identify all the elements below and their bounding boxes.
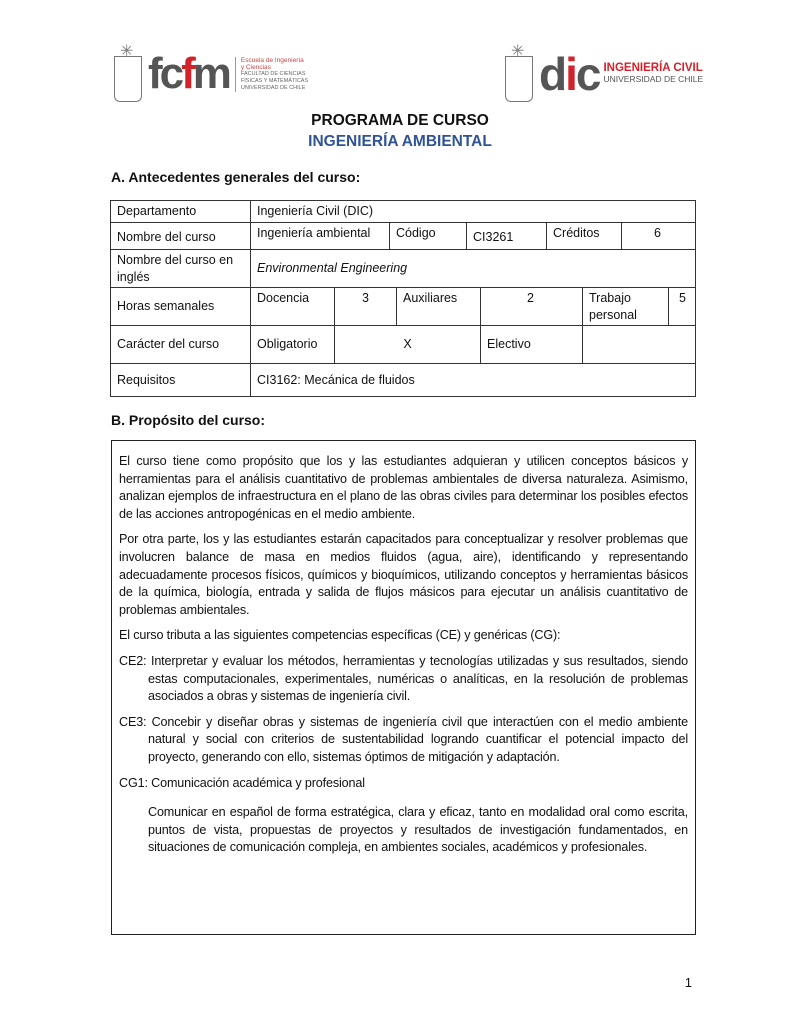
section-b-heading: B. Propósito del curso: bbox=[111, 412, 266, 428]
competency-ce3: CE3: Concebir y diseñar obras y sistemas de ingeniería civil que interactúen con el medio ambiente natural y social con criterios de sustentabilidad logrando cuantificar el potencial impacto del proyecto, generando con ello, sistemas óptimos de mitigación y adaptación. bbox=[119, 714, 688, 764]
label-codigo: Código bbox=[389, 222, 467, 250]
label-electivo: Electivo bbox=[480, 325, 583, 364]
label-creditos: Créditos bbox=[546, 222, 622, 250]
competencies-intro: El curso tributa a las siguientes competencias específicas (CE) y genéricas (CG): bbox=[119, 628, 561, 643]
label-horas: Horas semanales bbox=[110, 287, 251, 326]
value-electivo bbox=[582, 325, 696, 364]
label-caracter: Carácter del curso bbox=[110, 325, 251, 364]
purpose-paragraph: El curso tiene como propósito que los y las estudiantes adquieran y utilicen conceptos básicos y herramientas para el análisis cuantitativo de problemas ambientales de diversa naturaleza. Asimismo, analizan ejemplos de infraestructura en el plano de las obras civiles para determinar los posibles efectos de las acciones antropogénicas en el medio ambiente. bbox=[119, 454, 688, 521]
label-obligatorio: Obligatorio bbox=[250, 325, 335, 364]
label-requisitos: Requisitos bbox=[110, 363, 251, 397]
value-departamento: Ingeniería Civil (DIC) bbox=[250, 200, 696, 223]
competency-cg1: CG1: Comunicación académica y profesional bbox=[119, 775, 365, 790]
course-title: INGENIERÍA AMBIENTAL bbox=[308, 133, 492, 150]
label-nombre: Nombre del curso bbox=[110, 222, 251, 250]
label-departamento: Departamento bbox=[110, 200, 251, 223]
page-title: PROGRAMA DE CURSO bbox=[311, 112, 489, 129]
value-docencia: 3 bbox=[334, 287, 397, 326]
value-ingles: Environmental Engineering bbox=[250, 249, 696, 288]
university-crest-icon bbox=[505, 56, 533, 102]
fcfm-logo: ✳ fcfm Escuela de Ingeniería y Ciencias FACULTAD DE CIENCIAS FÍSICAS Y MATEMÁTICAS UNIVERSIDAD DE CHILE bbox=[114, 46, 308, 102]
value-nombre: Ingeniería ambiental bbox=[250, 222, 390, 250]
value-creditos: 6 bbox=[621, 222, 696, 250]
label-auxiliares: Auxiliares bbox=[396, 287, 481, 326]
page-number: 1 bbox=[684, 975, 692, 990]
label-trabajo: Trabajo personal bbox=[582, 287, 669, 326]
competency-cg1-text: Comunicar en español de forma estratégica, clara y eficaz, tanto en modalidad oral como escrita, puntos de vista, propuestas de proyectos y resultados de investigación fundamentados, en situaciones de comunicación compleja, en ambientes sociales, académicos y profesionales. bbox=[148, 805, 688, 855]
competency-ce2: CE2: Interpretar y evaluar los métodos, herramientas y tecnologías utilizadas y sus resultados, siendo estas computacionales, experimentales, numéricas o analíticas, en la resolución de problemas asociados a obras y sistemas de ingeniería civil. bbox=[119, 653, 688, 704]
value-requisitos: CI3162: Mecánica de fluidos bbox=[250, 363, 696, 397]
purpose-paragraph: Por otra parte, los y las estudiantes estarán capacitados para conceptualizar y resolver problemas que involucren balance de masa en medios fluidos (agua, aire), identificando y representando adecuadamente procesos físicos, químicos y bioquímicos, utilizando conceptos y herramientas básicos de la química, biología, entrada y salida de flujos másicos para ejecutar un análisis cuantitativo de problemas ambientales. bbox=[119, 532, 688, 617]
value-obligatorio: X bbox=[334, 325, 481, 364]
label-docencia: Docencia bbox=[250, 287, 335, 326]
label-ingles: Nombre del curso en inglés bbox=[110, 249, 251, 288]
value-trabajo: 5 bbox=[668, 287, 696, 326]
value-auxiliares: 2 bbox=[480, 287, 583, 326]
university-crest-icon bbox=[114, 56, 142, 102]
purpose-box bbox=[111, 440, 696, 935]
value-codigo: CI3261 bbox=[466, 222, 547, 250]
section-a-heading: A. Antecedentes generales del curso: bbox=[111, 169, 361, 185]
dic-logo: ✳ dic INGENIERÍA CIVIL UNIVERSIDAD DE CHILE bbox=[505, 46, 703, 102]
